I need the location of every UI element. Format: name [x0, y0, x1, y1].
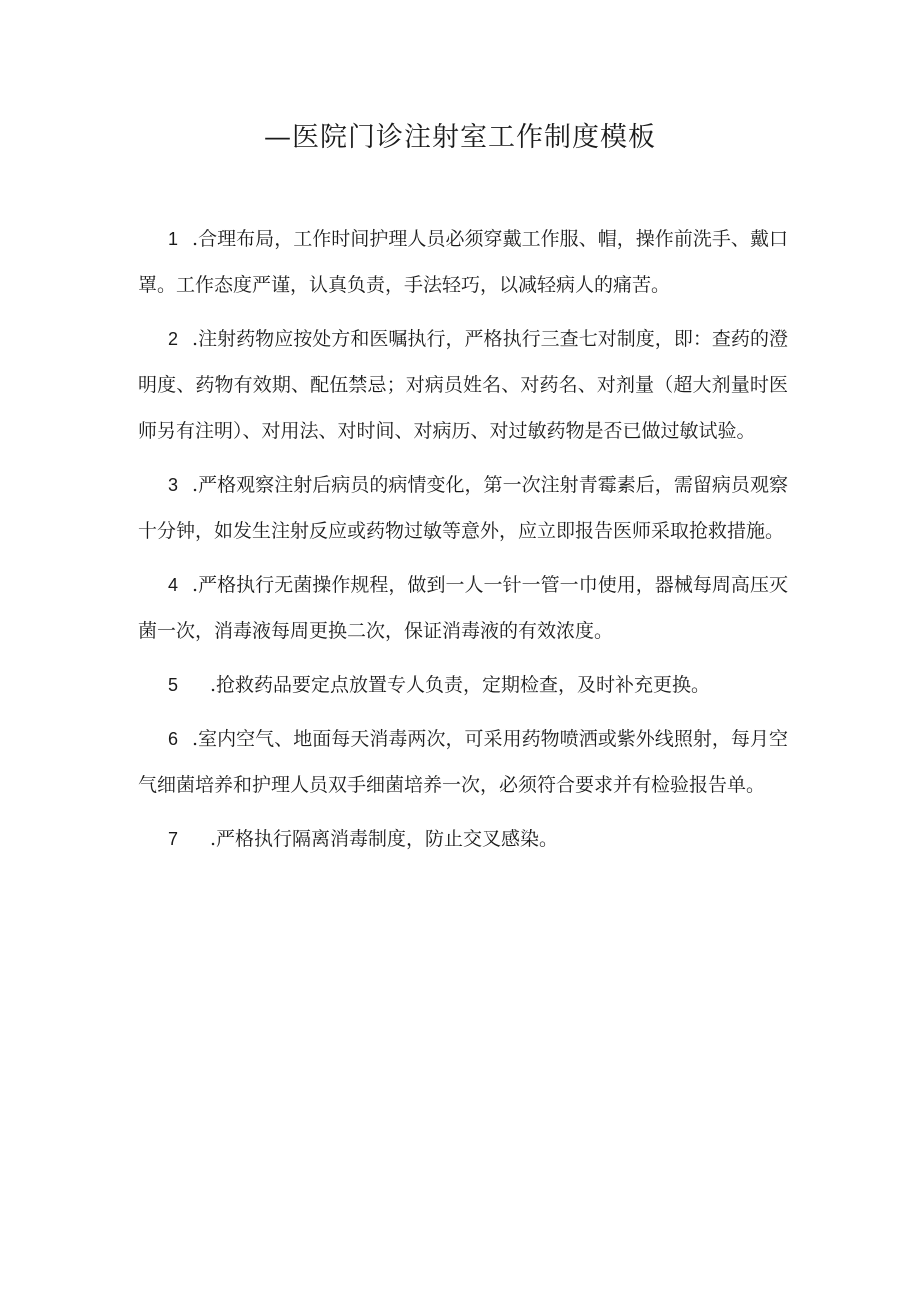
rule-number: 4	[168, 575, 179, 595]
rule-text: .室内空气、地面每天消毒两次，可采用药物喷洒或紫外线照射，每月空气细菌培养和护理人员双手细菌培养一次，必须符合要求并有检验报告单。	[138, 728, 788, 796]
rule-item-2	[138, 316, 788, 454]
rule-number: 7	[168, 829, 179, 849]
rule-number: 5	[168, 675, 179, 695]
rule-number: 3	[168, 475, 179, 495]
rule-text: .严格观察注射后病员的病情变化，第一次注射青霉素后，需留病员观察十分钟，如发生注射反应或药物过敏等意外，应立即报告医师采取抢救措施。	[138, 474, 788, 542]
document-title: —医院门诊注射室工作制度模板	[264, 122, 656, 153]
rule-number: 6	[168, 729, 179, 749]
rule-item-7	[138, 816, 788, 862]
rule-number: 1	[168, 229, 179, 249]
rule-item-1	[138, 216, 788, 308]
rule-text: .合理布局，工作时间护理人员必须穿戴工作服、帽，操作前洗手、戴口罩。工作态度严谨，认真负责，手法轻巧，以减轻病人的痛苦。	[138, 228, 788, 296]
rule-item-3	[138, 462, 788, 554]
rule-text: .抢救药品要定点放置专人负责，定期检查，及时补充更换。	[210, 674, 711, 696]
rule-item-6	[138, 716, 788, 808]
rule-text: .注射药物应按处方和医嘱执行，严格执行三查七对制度，即：查药的澄明度、药物有效期、配伍禁忌；对病员姓名、对药名、对剂量（超大剂量时医师另有注明）、对用法、对时间、对病历、对过敏药物是否已做过敏试验。	[138, 328, 788, 442]
rule-item-5	[138, 662, 788, 708]
document-body	[138, 216, 788, 870]
rule-text: .严格执行隔离消毒制度，防止交叉感染。	[210, 828, 559, 850]
rule-item-4	[138, 562, 788, 654]
rule-number: 2	[168, 329, 179, 349]
rule-text: .严格执行无菌操作规程，做到一人一针一管一巾使用，器械每周高压灭菌一次，消毒液每周更换二次，保证消毒液的有效浓度。	[138, 574, 788, 642]
